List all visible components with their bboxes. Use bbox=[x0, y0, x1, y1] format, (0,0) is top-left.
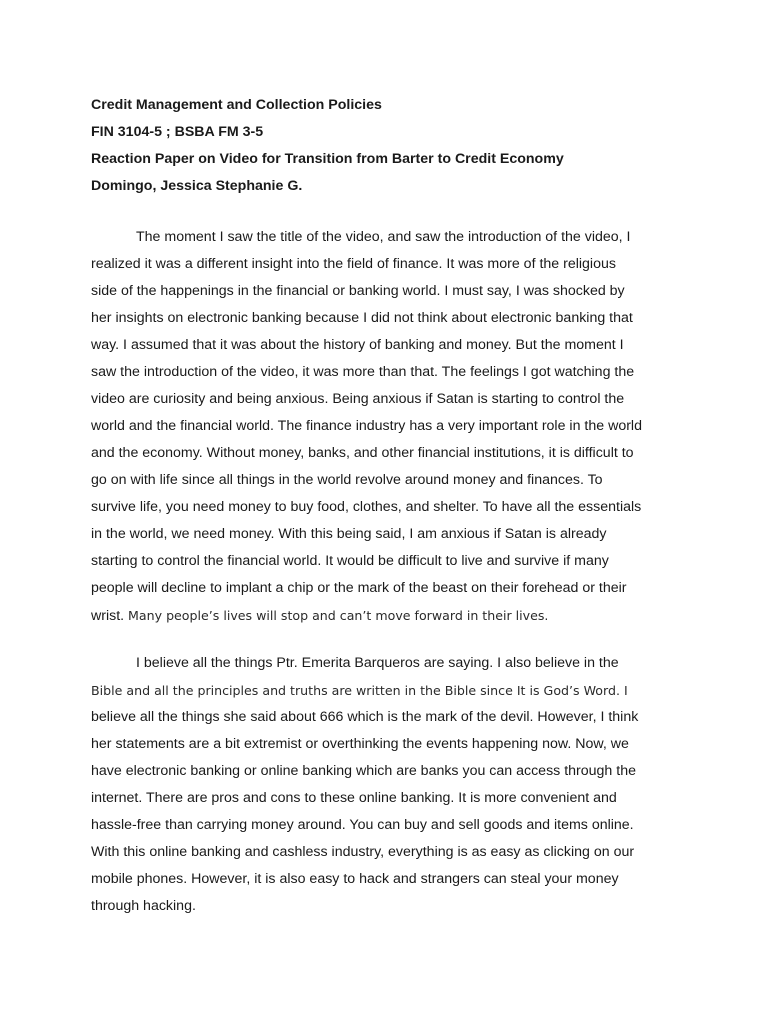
paragraph-line: Bible and all the principles and truths are written in the Bible since It is God’s Word. I bbox=[91, 683, 628, 698]
paragraph-line: survive life, you need money to buy food, clothes, and shelter. To have all the essentials bbox=[91, 499, 642, 515]
paragraph-line: go on with life since all things in the world revolve around money and finances. To bbox=[91, 472, 603, 488]
paragraph-2 bbox=[91, 650, 681, 920]
paragraph-line: I believe all the things Ptr. Emerita Barqueros are saying. I also believe in the bbox=[136, 655, 619, 671]
paragraph-line: have electronic banking or online banking which are banks you can access through the bbox=[91, 763, 636, 779]
paragraph-line: through hacking. bbox=[91, 898, 196, 914]
course-section: FIN 3104-5 ; BSBA FM 3-5 bbox=[91, 124, 264, 140]
paragraph-line bbox=[91, 602, 681, 629]
paragraph-line-end: Many people’s lives will stop and can’t move forward in their lives. bbox=[128, 608, 549, 623]
paragraph-line: hassle-free than carrying money around. You can buy and sell goods and items online. bbox=[91, 817, 634, 833]
course-title: Credit Management and Collection Policies bbox=[91, 97, 382, 113]
author-name: Domingo, Jessica Stephanie G. bbox=[91, 178, 303, 194]
paragraph-line: world and the financial world. The finance industry has a very important role in the world bbox=[91, 418, 642, 434]
paragraph-line: The moment I saw the title of the video, and saw the introduction of the video, I bbox=[136, 229, 631, 245]
paragraph-line: in the world, we need money. With this being said, I am anxious if Satan is already bbox=[91, 526, 607, 542]
paragraph-line: people will decline to implant a chip or the mark of the beast on their forehead or their bbox=[91, 580, 627, 596]
paragraph-line: mobile phones. However, it is also easy to hack and strangers can steal your money bbox=[91, 871, 619, 887]
document-header bbox=[91, 92, 691, 200]
paragraph-line: With this online banking and cashless industry, everything is as easy as clicking on our bbox=[91, 844, 635, 860]
paragraph-line: realized it was a different insight into the field of finance. It was more of the religious bbox=[91, 256, 616, 272]
paragraph-line: her statements are a bit extremist or overthinking the events happening now. Now, we bbox=[91, 736, 629, 752]
paragraph-line: side of the happenings in the financial or banking world. I must say, I was shocked by bbox=[91, 283, 625, 299]
paragraph-line: internet. There are pros and cons to these online banking. It is more convenient and bbox=[91, 790, 617, 806]
paragraph-line: her insights on electronic banking because I did not think about electronic banking that bbox=[91, 310, 633, 326]
paragraph-line: way. I assumed that it was about the history of banking and money. But the moment I bbox=[91, 337, 624, 353]
paragraph-line: believe all the things she said about 666 which is the mark of the devil. However, I think bbox=[91, 709, 639, 725]
paragraph-1 bbox=[91, 224, 681, 629]
paragraph-line-start: wrist. bbox=[91, 608, 129, 624]
paragraph-line: and the economy. Without money, banks, and other financial institutions, it is difficult to bbox=[91, 445, 634, 461]
paragraph-line: saw the introduction of the video, it was more than that. The feelings I got watching the bbox=[91, 364, 635, 380]
paragraph-line: starting to control the financial world. It would be difficult to live and survive if many bbox=[91, 553, 609, 569]
paper-title: Reaction Paper on Video for Transition from Barter to Credit Economy bbox=[91, 151, 564, 167]
paragraph-line: video are curiosity and being anxious. Being anxious if Satan is starting to control the bbox=[91, 391, 625, 407]
